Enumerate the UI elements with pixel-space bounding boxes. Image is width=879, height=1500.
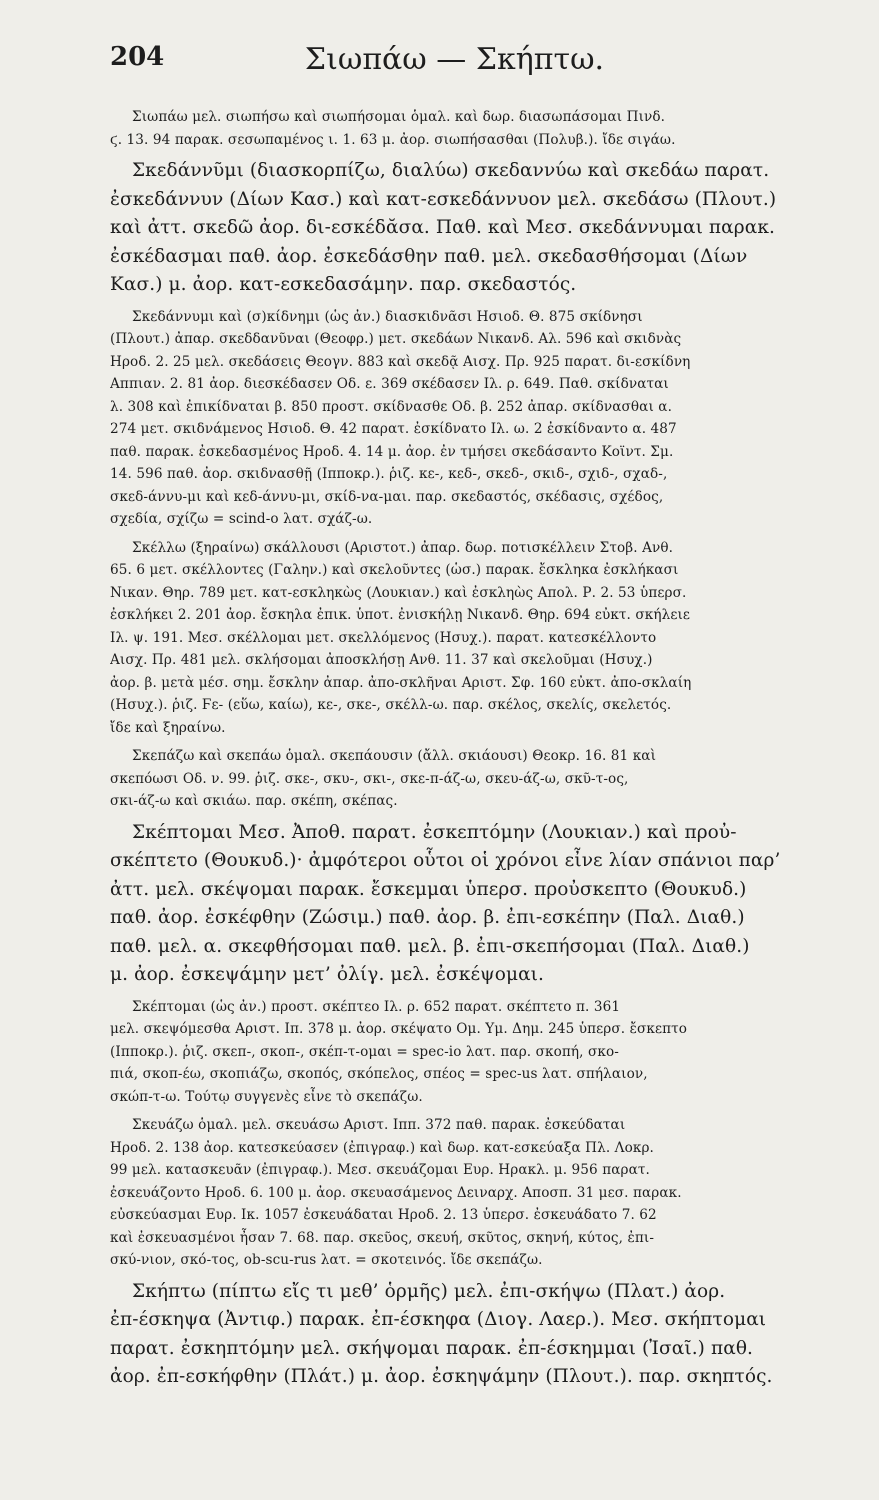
entry-text-line: (Πλουτ.) ἀπαρ. σκεδδανῦναι (Θεοφρ.) μετ. σκεδάων Νικανδ. Αλ. 596 καὶ σκιδνὰς <box>110 331 682 347</box>
entry-text-line: σκώπ-τ-ω. Τούτῳ συγγενὲς εἶνε τὸ σκεπάζω. <box>110 1088 423 1105</box>
entry-text-line: ἀορ. ἐπ-εσκήφθην (Πλάτ.) μ. ἀορ. ἐσκηψάμην (Πλουτ.). παρ. σκηπτός. <box>110 1366 773 1387</box>
entry-text-line: πιά, σκοπ-έω, σκοπιάζω, σκοπός, σκόπελος, σπέος = spec-us λατ. σπήλαιον, <box>110 1066 648 1082</box>
entry-text-line: σκεδ-άννυ-μι καὶ κεδ-άννυ-μι, σκίδ-να-μαι. παρ. σκεδαστός, σκέδασις, σχέδος, <box>110 488 664 505</box>
entry-headword-line: Σκεπάζω καὶ σκεπάω ὁμαλ. σκεπάουσιν (ἄλλ. σκιάουσι) Θεοκρ. 16. 81 καὶ <box>132 748 657 764</box>
entry-headword-line: Σκήπτω (πίπτω εἴς τι μεθ’ ὁρμῆς) μελ. ἐπι-σκήψω (Πλατ.) ἀορ. <box>132 1280 726 1302</box>
entry-text-line: ϛ. 13. 94 παρακ. σεσωπαμένος ι. 1. 63 μ. ἀορ. σιωπήσασθαι (Πολυβ.). ἴδε σιγάω. <box>110 131 676 148</box>
entry-text-line: Ηροδ. 2. 25 μελ. σκεδάσεις Θεογν. 883 καὶ σκεδᾷ Αισχ. Πρ. 925 παρατ. δι-εσκίδνη <box>110 353 691 370</box>
entry-text-line: παθ. παρακ. ἐσκεδασμένος Ηροδ. 4. 14 μ. ἀορ. ἐν τμήσει σκεδάσαντο Κοϊντ. Σμ. <box>110 443 674 460</box>
entry-text-line: Ιλ. ψ. 191. Μεσ. σκέλλομαι μετ. σκελλόμενος (Ησυχ.). παρατ. κατεσκέλλοντο <box>110 629 657 646</box>
entry-text-line: μ. ἀορ. ἐσκεψάμην μετ’ ὀλίγ. μελ. ἐσκέψομαι. <box>110 964 545 985</box>
entry-text-line: Νικαν. Θηρ. 789 μετ. κατ-εσκληκὼς (Λουκιαν.) καὶ ἐσκληὼς Απολ. Ρ. 2. 53 ὑπερσ. <box>110 584 687 601</box>
dictionary-entry <box>110 1278 799 1392</box>
entry-text-line: σκεπόωσι Οδ. ν. 99. ῥιζ. σκε-, σκυ-, σκι-, σκε-π-άζ-ω, σκευ-άζ-ω, σκῦ-τ-ος, <box>110 770 629 787</box>
entry-headword-line: Σκεδάννῦμι (διασκορπίζω, διαλύω) σκεδαννύω καὶ σκεδάω παρατ. <box>132 160 770 181</box>
entry-text-line: μελ. σκεψόμεσθα Αριστ. Ιπ. 378 μ. ἀορ. σκέψατο Ομ. Υμ. Δημ. 245 ὑπερσ. ἔσκεπτο <box>110 1021 688 1037</box>
entry-text-line: ἀττ. μελ. σκέψομαι παρακ. ἔσκεμμαι ὑπερσ. προὐσκεπτο (Θουκυδ.) <box>110 878 747 900</box>
entry-text-line: ἐσκέδασμαι παθ. ἀορ. ἐσκεδάσθην παθ. μελ. σκεδασθήσομαι (Δίων <box>110 245 748 267</box>
page-header <box>110 38 799 98</box>
entry-text-line: ἐσκευάζοντο Ηροδ. 6. 100 μ. ἀορ. σκευασάμενος Δειναρχ. Αποσπ. 31 μεσ. παρακ. <box>110 1184 682 1201</box>
entry-text-line: ἐσκεδάννυν (Δίων Κασ.) καὶ κατ-εσκεδάννυον μελ. σκεδάσω (Πλουτ.) <box>110 188 777 210</box>
entry-text-line: παθ. μελ. α. σκεφθήσομαι παθ. μελ. β. ἐπι-σκεπήσομαι (Παλ. Διαθ.) <box>110 935 750 957</box>
page-number: 204 <box>110 42 165 72</box>
entry-headword-line: Σκέλλω (ξηραίνω) σκάλλουσι (Αριστοτ.) ἀπαρ. δωρ. ποτισκέλλειν Στοβ. Ανθ. <box>132 539 674 556</box>
entry-headword-line: Σκευάζω ὁμαλ. μελ. σκευάσω Αριστ. Ιππ. 372 παθ. παρακ. ἐσκεύδαται <box>132 1117 626 1133</box>
entry-text-line: (Ησυχ.). ῥιζ. Ϝε- (εὕω, καίω), κε-, σκε-, σκέλλ-ω. παρ. σκέλος, σκελίς, σκελετός. <box>110 697 672 713</box>
entry-text-line: Αισχ. Πρ. 481 μελ. σκλήσομαι ἀποσκλήσῃ Ανθ. 11. 37 καὶ σκελοῦμαι (Ησυχ.) <box>110 652 653 668</box>
dictionary-entry <box>110 996 799 1109</box>
entry-text-line: παρατ. ἐσκηπτόμην μελ. σκήψομαι παρακ. ἐπ-έσκημμαι (Ἰσαῖ.) παθ. <box>110 1337 754 1359</box>
dictionary-entry <box>110 106 799 151</box>
entry-headword-line: Σιωπάω μελ. σιωπήσω καὶ σιωπήσομαι ὁμαλ. καὶ δωρ. διασωπάσομαι Πινδ. <box>132 109 666 125</box>
entry-headword-line: Σκέπτομαι Μεσ. Ἀποθ. παρατ. ἐσκεπτόμην (Λουκιαν.) καὶ προὐ- <box>132 821 737 843</box>
entry-text-line: σχεδία, σχίζω = scind-o λατ. σχάζ-ω. <box>110 511 373 527</box>
entry-text-line: Κασ.) μ. ἀορ. κατ-εσκεδασάμην. παρ. σκεδαστός. <box>110 274 577 295</box>
dictionary-entry <box>110 537 799 740</box>
entry-text-line: ἐπ-έσκηψα (Ἀντιφ.) παρακ. ἐπ-έσκηφα (Διογ. Λαερ.). Μεσ. σκήπτομαι <box>110 1309 767 1330</box>
entry-text-line: ἴδε καὶ ξηραίνω. <box>110 719 226 736</box>
entry-text-line: (Ιπποκρ.). ῥιζ. σκεπ-, σκοπ-, σκέπ-τ-ομαι = spec-io λατ. παρ. σκοπή, σκο- <box>110 1043 619 1060</box>
entry-text-line: σκύ-νιον, σκό-τος, ob-scu-rus λατ. = σκοτεινός. ἴδε σκεπάζω. <box>110 1252 543 1268</box>
entry-text-line: καὶ ἐσκευασμένοι ἦσαν 7. 68. παρ. σκεῦος, σκευή, σκῦτος, σκηνή, κύτος, ἐπι- <box>110 1229 655 1246</box>
entry-text-line: Αππιαν. 2. 81 ἀορ. διεσκέδασεν Οδ. ε. 369 σκέδασεν Ιλ. ρ. 649. Παθ. σκίδναται <box>110 376 669 392</box>
entries-list <box>110 106 799 1392</box>
entry-text-line: σκέπτετο (Θουκυδ.)· ἀμφότεροι οὗτοι οἱ χρόνοι εἶνε λίαν σπάνιοι παρ’ <box>110 850 781 871</box>
entry-text-line: λ. 308 καὶ ἐπικίδναται β. 850 προστ. σκίδνασθε Οδ. β. 252 ἀπαρ. σκίδνασθαι α. <box>110 398 672 415</box>
dictionary-entry <box>110 745 799 813</box>
entry-headword-line: Σκέπτομαι (ὡς ἀν.) προστ. σκέπτεο Ιλ. ρ. 652 παρατ. σκέπτετο π. 361 <box>132 998 621 1015</box>
entry-text-line: 99 μελ. κατασκευᾶν (ἐπιγραφ.). Μεσ. σκευάζομαι Ευρ. Ηρακλ. μ. 956 παρατ. <box>110 1162 650 1178</box>
entry-headword-line: Σκεδάννυμι καὶ (σ)κίδνημι (ὡς ἀν.) διασκιδνᾶσι Ησιοδ. Θ. 875 σκίδνησι <box>132 308 643 325</box>
entry-text-line: σκι-άζ-ω καὶ σκιάω. παρ. σκέπη, σκέπας. <box>110 793 398 809</box>
entry-text-line: εὐσκεύασμαι Ευρ. Ικ. 1057 ἐσκευάδαται Ηροδ. 2. 13 ὑπερσ. ἐσκευάδατο 7. 62 <box>110 1207 657 1223</box>
entry-text-line: Ηροδ. 2. 138 ἀορ. κατεσκεύασεν (ἐπιγραφ.) καὶ δωρ. κατ-εσκεύαξα Πλ. Λοκρ. <box>110 1139 654 1156</box>
entry-text-line: 65. 6 μετ. σκέλλοντες (Γαλην.) καὶ σκελοῦντες (ὡσ.) παρακ. ἔσκληκα ἐσκλήκασι <box>110 562 679 578</box>
entry-text-line: ἐσκλήκει 2. 201 ἀορ. ἔσκηλα ἐπικ. ὑποτ. ἐνισκήλῃ Νικανδ. Θηρ. 694 εὐκτ. σκήλειε <box>110 607 691 623</box>
entry-text-line: ἀορ. β. μετὰ μέσ. σημ. ἔσκλην ἀπαρ. ἀπο-σκλῆναι Αριστ. Σφ. 160 εὐκτ. ἀπο-σκλαίη <box>110 674 692 691</box>
dictionary-entry <box>110 157 799 300</box>
dictionary-entry <box>110 306 799 531</box>
running-title: Σιωπάω — Σκήπτω. <box>304 42 605 77</box>
entry-text-line: παθ. ἀορ. ἐσκέφθην (Ζώσιμ.) παθ. ἀορ. β. ἐπι-εσκέπην (Παλ. Διαθ.) <box>110 907 745 928</box>
dictionary-entry <box>110 1114 799 1272</box>
entry-text-line: 274 μετ. σκιδνάμενος Ησιοδ. Θ. 42 παρατ. ἐσκίδνατο Ιλ. ω. 2 ἐσκίδναντο α. 487 <box>110 421 677 437</box>
dictionary-entry <box>110 819 799 990</box>
entry-text-line: καὶ ἀττ. σκεδῶ ἀορ. δι-εσκέδᾰσα. Παθ. καὶ Μεσ. σκεδάννυμαι παρακ. <box>110 217 775 238</box>
entry-text-line: 14. 596 παθ. ἀορ. σκιδνασθῇ (Ιπποκρ.). ῥιζ. κε-, κεδ-, σκεδ-, σκιδ-, σχιδ-, σχαδ-, <box>110 466 668 482</box>
